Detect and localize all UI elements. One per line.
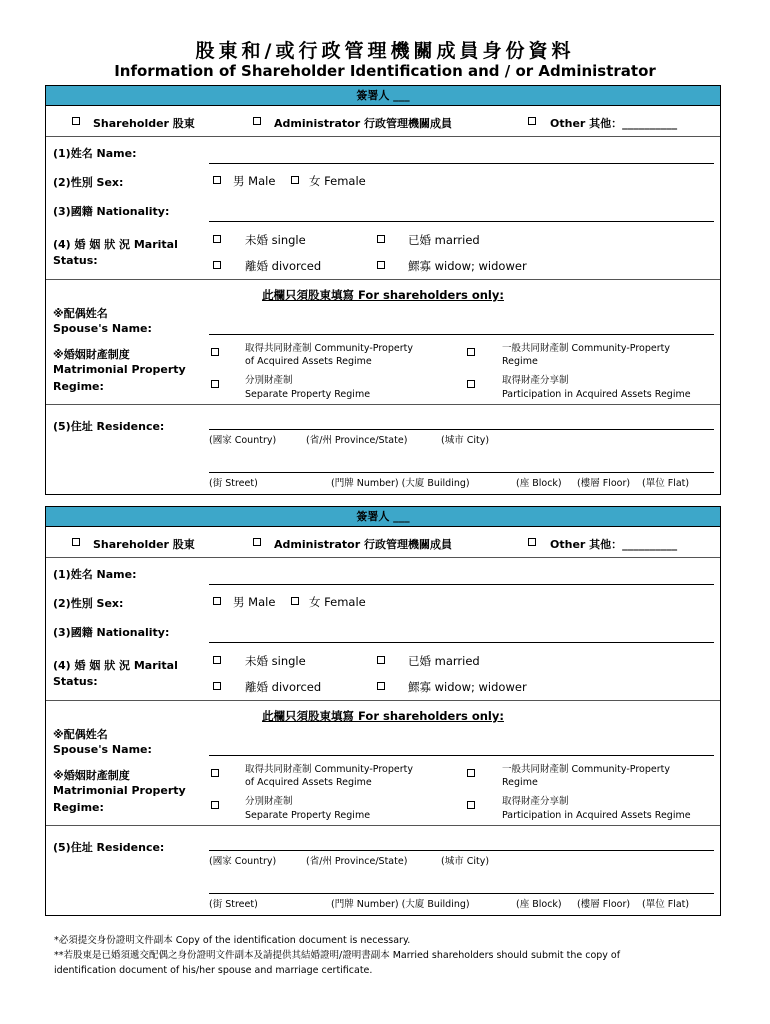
other-checkbox[interactable] xyxy=(528,538,536,546)
shareholders-only-text: 此欄只須股東填寫 For shareholders only: xyxy=(262,288,504,302)
single-checkbox[interactable] xyxy=(213,656,221,664)
footnote-2: **若股東是已婚須遞交配偶之身份證明文件副本及請提供其結婚證明/證明書副本 Married shareholders should submit the copy of xyxy=(54,950,621,961)
community-acquired-label: 取得共同財產制 Community-Property xyxy=(245,343,413,354)
nationality-label: (3)國籍 Nationality: xyxy=(53,205,170,218)
footnotes xyxy=(54,933,714,978)
separate-property-label: 分別財產制 xyxy=(245,375,293,386)
widow-label: 鰥寡 widow; widower xyxy=(408,259,527,273)
number-building-caption: (門牌 Number) (大廈 Building) xyxy=(331,899,470,910)
sex-label: (2)性別 Sex: xyxy=(53,176,124,189)
participation-label-en: Participation in Acquired Assets Regime xyxy=(502,389,691,400)
widow-checkbox[interactable] xyxy=(377,682,385,690)
name-field[interactable] xyxy=(209,163,714,164)
administrator-label: Administrator 行政管理機關成員 xyxy=(274,538,452,551)
general-community-label: 一般共同財產制 Community-Property xyxy=(502,343,670,354)
general-community-label: 一般共同財產制 Community-Property xyxy=(502,764,670,775)
participation-checkbox[interactable] xyxy=(467,380,475,388)
address-line-1-field[interactable] xyxy=(209,429,714,430)
name-field[interactable] xyxy=(209,584,714,585)
spouse-name-label-en: Spouse's Name: xyxy=(53,322,152,335)
other-label: Other 其他：__________ xyxy=(550,538,678,551)
address-line-2-field[interactable] xyxy=(209,472,714,473)
divider xyxy=(46,136,720,137)
spouse-name-label-en: Spouse's Name: xyxy=(53,743,152,756)
single-checkbox[interactable] xyxy=(213,235,221,243)
nationality-field[interactable] xyxy=(209,642,714,643)
spouse-name-label: ※配偶姓名 xyxy=(53,728,108,741)
separate-property-label: 分別財產制 xyxy=(245,796,293,807)
married-label: 已婚 married xyxy=(408,654,480,668)
married-checkbox[interactable] xyxy=(377,235,385,243)
footnote-1: *必須提交身份證明文件副本 Copy of the identification document is necessary. xyxy=(54,935,411,946)
flat-caption: (單位 Flat) xyxy=(642,478,690,489)
sex-label: (2)性別 Sex: xyxy=(53,597,124,610)
administrator-checkbox[interactable] xyxy=(253,538,261,546)
flat-caption: (單位 Flat) xyxy=(642,899,690,910)
female-label: 女 Female xyxy=(309,174,366,188)
male-label: 男 Male xyxy=(233,174,276,188)
nationality-label: (3)國籍 Nationality: xyxy=(53,626,170,639)
street-caption: (街 Street) xyxy=(209,478,258,489)
name-label: (1)姓名 Name: xyxy=(53,568,137,581)
block-caption: (座 Block) xyxy=(516,899,562,910)
married-label: 已婚 married xyxy=(408,233,480,247)
community-acquired-label-cont: of Acquired Assets Regime xyxy=(245,777,372,788)
shareholder-label: Shareholder 股東 xyxy=(93,117,195,130)
community-acquired-label: 取得共同財產制 Community-Property xyxy=(245,764,413,775)
administrator-label: Administrator 行政管理機關成員 xyxy=(274,117,452,130)
single-label: 未婚 single xyxy=(245,233,306,247)
marital-status-label-cont: Status: xyxy=(53,675,98,688)
spouse-name-label: ※配偶姓名 xyxy=(53,307,108,320)
divorced-checkbox[interactable] xyxy=(213,682,221,690)
divorced-label: 離婚 divorced xyxy=(245,259,322,273)
widow-checkbox[interactable] xyxy=(377,261,385,269)
signatory-section-2 xyxy=(45,506,721,916)
community-acquired-checkbox[interactable] xyxy=(211,769,219,777)
participation-checkbox[interactable] xyxy=(467,801,475,809)
community-acquired-checkbox[interactable] xyxy=(211,348,219,356)
form-title-chinese: 股東和/或行政管理機關成員身份資料 xyxy=(195,40,575,62)
general-community-checkbox[interactable] xyxy=(467,348,475,356)
residence-label: (5)住址 Residence: xyxy=(53,420,165,433)
regime-label-en: Matrimonial Property xyxy=(53,363,186,376)
country-caption: (國家 Country) xyxy=(209,856,277,867)
male-checkbox[interactable] xyxy=(213,176,221,184)
shareholders-only-heading xyxy=(46,708,720,724)
other-checkbox[interactable] xyxy=(528,117,536,125)
female-checkbox[interactable] xyxy=(291,176,299,184)
separate-property-label-en: Separate Property Regime xyxy=(245,389,371,400)
community-acquired-label-cont: of Acquired Assets Regime xyxy=(245,356,372,367)
divider xyxy=(46,279,720,280)
regime-label: ※婚姻財產制度 xyxy=(53,769,130,782)
divider xyxy=(46,557,720,558)
divorced-checkbox[interactable] xyxy=(213,261,221,269)
block-caption: (座 Block) xyxy=(516,478,562,489)
shareholders-only-heading xyxy=(46,287,720,303)
residence-label: (5)住址 Residence: xyxy=(53,841,165,854)
female-checkbox[interactable] xyxy=(291,597,299,605)
general-community-label-cont: Regime xyxy=(502,777,538,788)
shareholder-label: Shareholder 股東 xyxy=(93,538,195,551)
participation-label-en: Participation in Acquired Assets Regime xyxy=(502,810,691,821)
widow-label: 鰥寡 widow; widower xyxy=(408,680,527,694)
divider xyxy=(46,700,720,701)
city-caption: (城市 City) xyxy=(441,856,490,867)
name-label: (1)姓名 Name: xyxy=(53,147,137,160)
marital-status-label: (4) 婚 姻 狀 況 Marital xyxy=(53,238,178,251)
address-line-1-field[interactable] xyxy=(209,850,714,851)
general-community-label-cont: Regime xyxy=(502,356,538,367)
male-label: 男 Male xyxy=(233,595,276,609)
spouse-name-field[interactable] xyxy=(209,755,714,756)
spouse-name-field[interactable] xyxy=(209,334,714,335)
participation-label: 取得財產分享制 xyxy=(502,796,569,807)
province-caption: (省/州 Province/State) xyxy=(306,435,408,446)
regime-label-en: Matrimonial Property xyxy=(53,784,186,797)
form-title-english: Information of Shareholder Identification and / or Administrator xyxy=(114,62,656,80)
married-checkbox[interactable] xyxy=(377,656,385,664)
nationality-field[interactable] xyxy=(209,221,714,222)
street-caption: (街 Street) xyxy=(209,899,258,910)
signatory-header: 簽署人 ___ xyxy=(46,86,720,106)
general-community-checkbox[interactable] xyxy=(467,769,475,777)
address-line-2-field[interactable] xyxy=(209,893,714,894)
separate-property-checkbox[interactable] xyxy=(211,801,219,809)
separate-property-checkbox[interactable] xyxy=(211,380,219,388)
female-label: 女 Female xyxy=(309,595,366,609)
single-label: 未婚 single xyxy=(245,654,306,668)
floor-caption: (樓層 Floor) xyxy=(577,478,631,489)
divider xyxy=(46,825,720,826)
separate-property-label-en: Separate Property Regime xyxy=(245,810,371,821)
signatory-header: 簽署人 ___ xyxy=(46,507,720,527)
shareholder-checkbox[interactable] xyxy=(72,538,80,546)
marital-status-label-cont: Status: xyxy=(53,254,98,267)
footnote-2-cont: identification document of his/her spouse and marriage certificate. xyxy=(54,965,373,976)
participation-label: 取得財產分享制 xyxy=(502,375,569,386)
shareholder-checkbox[interactable] xyxy=(72,117,80,125)
male-checkbox[interactable] xyxy=(213,597,221,605)
divider xyxy=(46,404,720,405)
floor-caption: (樓層 Floor) xyxy=(577,899,631,910)
administrator-checkbox[interactable] xyxy=(253,117,261,125)
regime-label: ※婚姻財產制度 xyxy=(53,348,130,361)
country-caption: (國家 Country) xyxy=(209,435,277,446)
other-label: Other 其他：__________ xyxy=(550,117,678,130)
city-caption: (城市 City) xyxy=(441,435,490,446)
signatory-section-1 xyxy=(45,85,721,495)
province-caption: (省/州 Province/State) xyxy=(306,856,408,867)
divorced-label: 離婚 divorced xyxy=(245,680,322,694)
regime-label-en-cont: Regime: xyxy=(53,801,104,814)
marital-status-label: (4) 婚 姻 狀 況 Marital xyxy=(53,659,178,672)
regime-label-en-cont: Regime: xyxy=(53,380,104,393)
number-building-caption: (門牌 Number) (大廈 Building) xyxy=(331,478,470,489)
shareholders-only-text: 此欄只須股東填寫 For shareholders only: xyxy=(262,709,504,723)
